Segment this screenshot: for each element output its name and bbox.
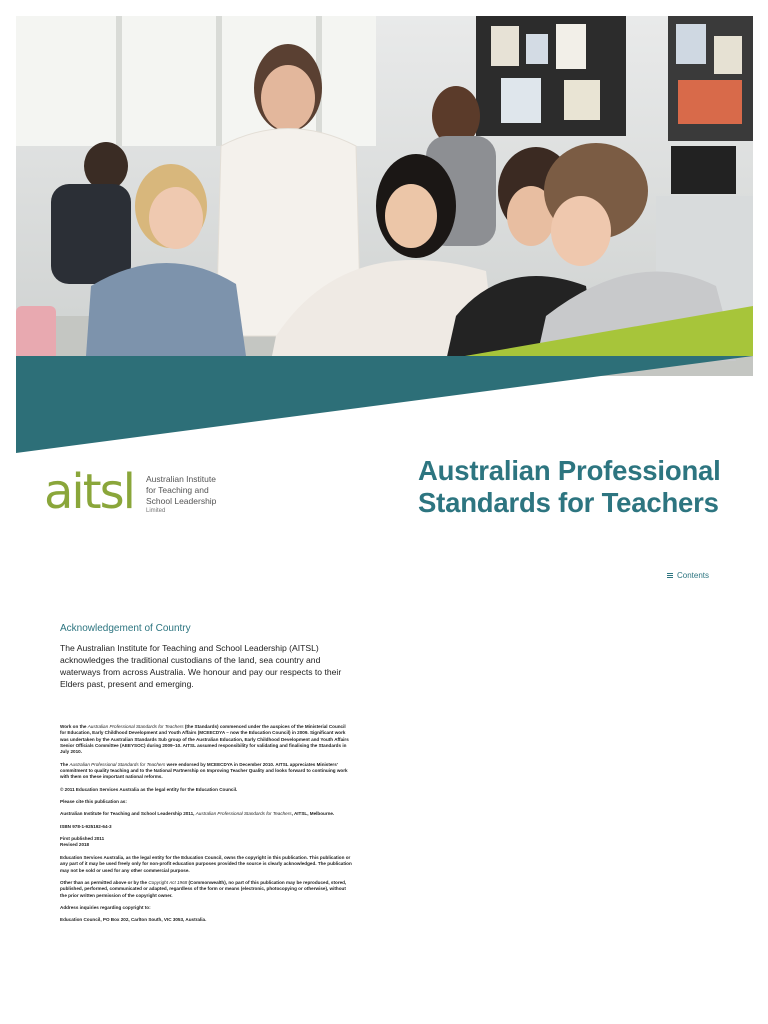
- fine-paragraph: [60, 811, 352, 817]
- logo-line: for Teaching and: [146, 485, 209, 495]
- contents-link[interactable]: [667, 571, 709, 580]
- text: Australian Institute for Teaching and School Leadership 2011,: [60, 811, 196, 817]
- fine-paragraph: [60, 724, 352, 756]
- teal-band: [16, 356, 753, 453]
- fine-paragraph: ISBN 978-1-925192-64-3: [60, 823, 112, 829]
- document-title: [418, 455, 753, 519]
- logo-wordmark: aitsl: [44, 464, 134, 520]
- fine-paragraph: Education Council, PO Box 202, Carlton South, VIC 3053, Australia.: [60, 917, 207, 923]
- logo-line: Australian Institute: [146, 474, 216, 484]
- fine-paragraph: © 2011 Education Services Australia as the legal entity for the Education Council.: [60, 786, 238, 792]
- text: First published 2011: [60, 836, 105, 842]
- logo-line: Limited: [146, 508, 166, 514]
- italic-title: Australian Professional Standards for Teachers: [69, 761, 166, 767]
- title-line-1: Australian Professional: [418, 455, 721, 486]
- fine-paragraph: [60, 880, 352, 899]
- italic-title: Australian Professional Standards for Teachers: [195, 811, 292, 817]
- fine-paragraph: Education Services Australia, as the legal entity for the Education Council, owns the copyright in this publication. This publication or any part of it may be used freely only for non-profit education purposes provided the source is clearly acknowledged. The publication may not be sold or used for any other commercial purpose.: [60, 854, 352, 873]
- italic-title: Australian Professional Standards for Teachers: [87, 724, 184, 729]
- text: Work on the: [60, 724, 88, 729]
- fine-paragraph: Please cite this publication as:: [60, 799, 127, 805]
- text: Other than as permitted above or by the: [60, 879, 149, 885]
- text: were endorsed by MCEECDYA in December 2010. AITSL appreciates Ministers' commitment to quality teaching and to the National Partnership on Improving Teacher Quality and looks forward to continuing work with them on these important national reforms.: [60, 761, 348, 780]
- text: (the Standards) commenced under the auspices of the Ministerial Council for Education, Early Childhood Development and Youth Affairs (MCEECDYA – now the Education Council) in 2009. Significant work was undertaken by the Australian Standards Sub group of the Australian Education, Early Childhood Development and Youth Affairs Senior Officials Committee (AEEYSOC) during 2009–10. AITSL assumed responsibility for validating and finalising the Standards in July 2010.: [60, 724, 349, 755]
- text: , AITSL, Melbourne.: [291, 811, 335, 817]
- text: Revised 2018: [60, 842, 90, 848]
- text: The: [60, 761, 70, 767]
- fine-paragraph: [60, 762, 352, 781]
- contents-label: Contents: [677, 571, 710, 580]
- hero-photo: [16, 16, 753, 453]
- italic-title: Copyright Act 1968: [148, 879, 188, 885]
- aitsl-logo: [44, 464, 244, 520]
- logo-line: School Leadership: [146, 496, 217, 506]
- fine-paragraph: [60, 836, 352, 849]
- fine-paragraph: Address inquiries regarding copyright to:: [60, 904, 151, 910]
- acknowledgement-body: The Australian Institute for Teaching and School Leadership (AITSL) acknowledges the traditional custodians of the land, sea country and waterways from across Australia. We honour and pay our respects to their Elders past, present and emerging.: [60, 643, 342, 689]
- menu-icon: [667, 572, 673, 579]
- copyright-fine-print: [60, 724, 352, 930]
- title-line-2: Standards for Teachers: [418, 487, 719, 518]
- text: (Commonwealth), no part of this publication may be reproduced, stored, published, performed, communicated or adapted, regardless of the form or means (electronic, photocopying or otherwise), without the prior written permission of the copyright owner.: [60, 879, 347, 898]
- acknowledgement-heading: Acknowledgement of Country: [60, 623, 191, 634]
- logo-text: [146, 474, 216, 516]
